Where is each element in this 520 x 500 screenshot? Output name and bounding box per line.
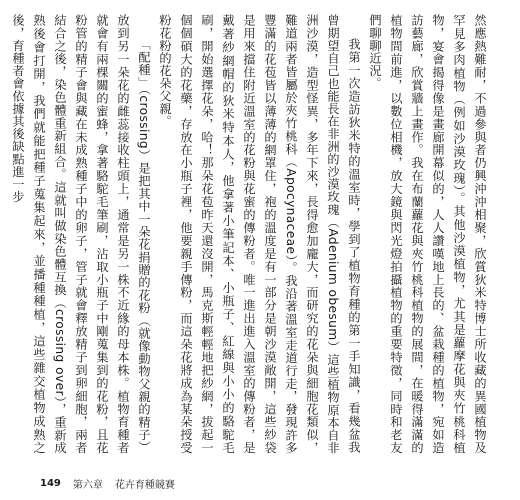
book-page-text bbox=[11, 14, 490, 454]
page-footer bbox=[40, 476, 175, 491]
paragraph-2: 我第一次造訪狄米特的溫室時，學到了植物育種的第一手知識，看幾盆我曾期望自己也能長在非洲的沙漠玫瑰（Adenium obesum）這些植物原本自非洲沙漠，造型怪異，多年下來，長得愈加龐大，而研究的花朵與細胞花類似，難道兩者皆屬於夾竹桃科（Apocynaceae）。我沿著溫室走道行走，發現許多豐滿的花苞皆以薄薄的網罩住，袍的溫度是有一部分是朝沙漠敞開，這些紗袋是用來擋住附近溫室的花粉與花蜜的傳粉者。唯一進出進入溫室的傳粉者，是戴著紗網帽的狄米特本人，他拿著小筆記本、小瓶子、紅線與小小的駱駝毛刷，開始選擇花朵，哈！那朵花苞昨天還沒開，馬克斯輕輕地把紗網，拔起一個個碩大的花藥，存放在小瓶子裡，他要親手傳粉，而這朵花將成為某朵授受粉花粉的花朵父親。 bbox=[158, 14, 361, 454]
paragraph-3: 「配種」（crossing）是把其中一朵花捐贈的花粉（就像動物父親的精子）放到另一朵花的雌蕊接收柱頭上，通常是另一株不近緣的母本株。植物育種者就會有兩棵關的蜜蜂，拿著駱駝毛筆刷，沾取小瓶子中剛蒐集到的花粉，且花粉管的精子會與藏在未成熟種子中的卵子，管子就會釋放精子到卵細胞，兩者結合之後，染色體重新組合。這就叫做染色體互換（crossing over），重新成熟後會打開，我們就能把種子蒐集起來，並播種種植，這些雜交植物成熟之後，育種者會依據其後缺點進一步 bbox=[11, 14, 151, 454]
page-number: 149 bbox=[40, 478, 61, 489]
chapter-title: 花卉育種競賽 bbox=[114, 480, 175, 491]
paragraph-1: 然應熱難耐，不過參與者仍興沖沖相聚，欣賞狄米特博士所收藏的異國植物及罕見多肉植物（例如沙漠玫瑰）。其他沙漠植物，尤其是蘿摩花與夾竹桃科植物，宴會揭得像是畫廊開幕似的，人人讚嘆地上長的、盆栽種的植物，宛如造訪藝廊，欣賞牆上畫作。我在布蘭蘿花與夾竹桃科植物的展間，在暖得滿滿的植物間前進，以數位相機，放大鏡與閃光燈拍攝植物的重要特徵，同時和老友們聊聊近況。 bbox=[368, 14, 487, 454]
chapter-label: 第六章 bbox=[72, 480, 103, 491]
